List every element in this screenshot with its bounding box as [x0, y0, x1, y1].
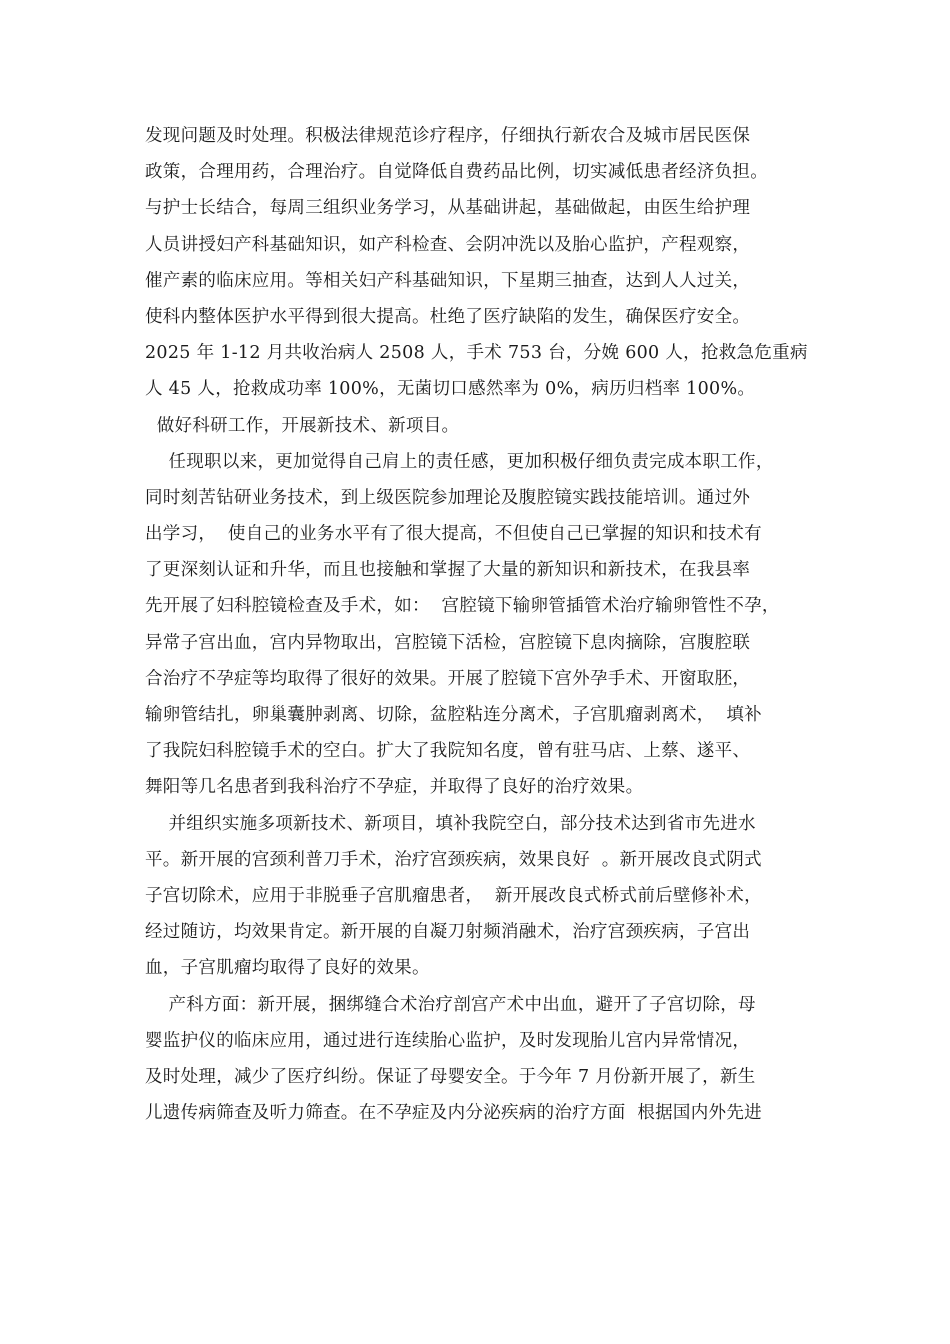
text-line: 催产素的临床应用。等相关妇产科基础知识，下星期三抽查，达到人人过关， [145, 270, 751, 291]
text-line: 儿遗传病筛查及听力筛查。在不孕症及内分泌疾病的治疗方面 根据国内外先进 [145, 1103, 762, 1124]
text-line: 出学习， 使自己的业务水平有了很大提高，不但使自己已掌握的知识和技术有 [145, 524, 762, 545]
section-heading: 做好科研工作，开展新技术、新项目。 [145, 415, 460, 436]
text-line: 婴监护仪的临床应用，通过进行连续胎心监护，及时发现胎儿宫内异常情况， [145, 1030, 751, 1051]
text-line: 使科内整体医护水平得到很大提高。杜绝了医疗缺陷的发生，确保医疗安全。 [145, 306, 751, 327]
text-line: 任现职以来，更加觉得自己肩上的责任感，更加积极仔细负责完成本职工作， [145, 451, 774, 472]
text-line: 了更深刻认证和升华，而且也接触和掌握了大量的新知识和新技术，在我县率 [145, 560, 751, 581]
text-line: 了我院妇科腔镜手术的空白。扩大了我院知名度，曾有驻马店、上蔡、遂平、 [145, 741, 751, 762]
text-line: 子宫切除术，应用于非脱垂子宫肌瘤患者， 新开展改良式桥式前后壁修补术， [145, 885, 762, 906]
body-text [145, 118, 825, 1131]
text-line: 输卵管结扎，卵巢囊肿剥离、切除，盆腔粘连分离术，子宫肌瘤剥离术， 填补 [145, 705, 762, 725]
text-line: 血，子宫肌瘤均取得了良好的效果。 [145, 958, 430, 979]
text-line: 同时刻苦钻研业务技术，到上级医院参加理论及腹腔镜实践技能培训。通过外 [145, 487, 751, 508]
text-line: 政策，合理用药，合理治疗。自觉降低自费药品比例，切实减低患者经济负担。 [145, 162, 768, 183]
text-line: 并组织实施多项新技术、新项目，填补我院空白，部分技术达到省市先进水 [145, 813, 756, 834]
text-line: 舞阳等几名患者到我科治疗不孕症，并取得了良好的治疗效果。 [145, 777, 644, 798]
text-line: 与护士长结合，每周三组织业务学习，从基础讲起，基础做起，由医生给护理 [145, 198, 751, 219]
text-line: 合治疗不孕症等均取得了很好的效果。开展了腔镜下宫外孕手术、开窗取胚， [145, 668, 751, 689]
text-line: 2025 年 1-12 月共收治病人 2508 人，手术 753 台，分娩 600 人，抢救急危重病 [145, 343, 808, 364]
text-line: 产科方面：新开展，捆绑缝合术治疗剖宫产术中出血，避开了子宫切除，母 [145, 994, 756, 1015]
text-line: 发现问题及时处理。积极法律规范诊疗程序，仔细执行新农合及城市居民医保 [145, 126, 751, 146]
text-line: 先开展了妇科腔镜检查及手术，如： 宫腔镜下输卵管插管术治疗输卵管性不孕， [145, 596, 780, 617]
text-line: 平。新开展的宫颈利普刀手术，治疗宫颈疾病，效果良好 。新开展改良式阴式 [145, 849, 762, 870]
text-line: 及时处理，减少了医疗纠纷。保证了母婴安全。于今年 7 月份新开展了，新生 [145, 1066, 756, 1087]
text-line: 人员讲授妇产科基础知识，如产科检查、会阴冲洗以及胎心监护，产程观察， [145, 234, 751, 255]
text-line: 人 45 人，抢救成功率 100%，无菌切口感然率为 0%，病历归档率 100%。 [145, 379, 756, 400]
text-line: 异常子宫出血，宫内异物取出，宫腔镜下活检，宫腔镜下息肉摘除，宫腹腔联 [145, 632, 751, 653]
text-line: 经过随访，均效果肯定。新开展的自凝刀射频消融术，治疗宫颈疾病，子宫出 [145, 922, 751, 943]
